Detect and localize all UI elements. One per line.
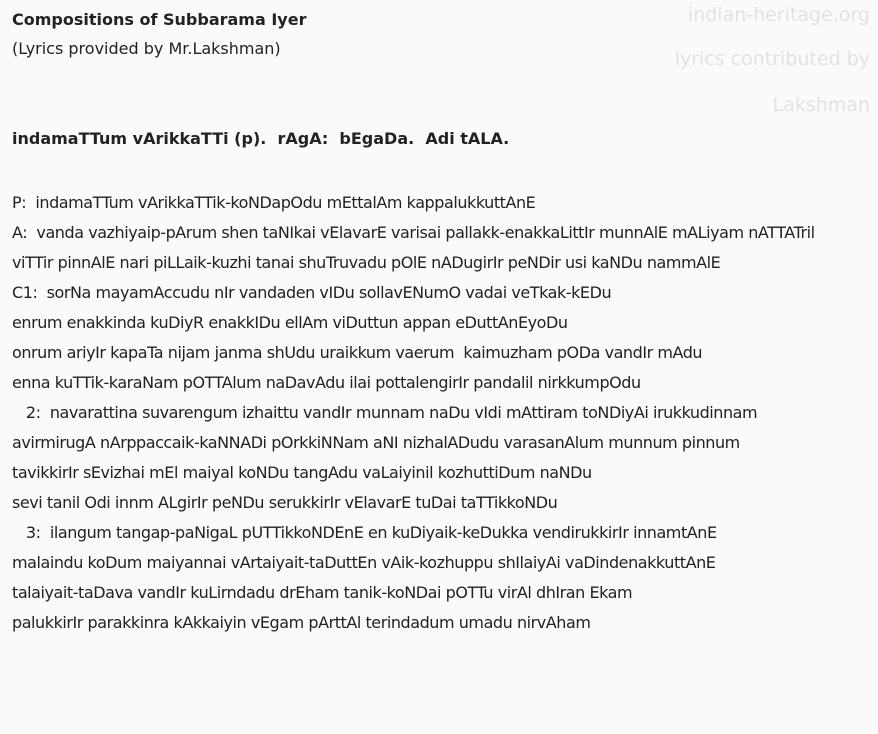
lyric-line: viTTir pinnAlE nari piLLaik-kuzhi tanai shuTruvadu pOlE nADugirIr peNDir usi kaNDu nammAlE [12, 253, 721, 272]
lyric-line: A: vanda vazhiyaip-pArum shen taNIkai vElavarE varisai pallakk-enakkaLittIr munnAlE mALiyam nATTATril [12, 223, 815, 242]
lyric-line: C1: sorNa mayamAccudu nIr vandaden vIDu sollavENumO vadai veTkak-kEDu [12, 283, 612, 302]
lyric-line: sevi tanil Odi innm ALgirIr peNDu serukkirIr vElavarE tuDai taTTikkoNDu [12, 493, 558, 512]
watermark-line: lyrics contributed by [674, 48, 870, 70]
watermark-line: Lakshman [772, 94, 870, 116]
lyrics-body [12, 188, 874, 638]
page-title: Compositions of Subbarama Iyer [12, 10, 307, 29]
lyric-line: talaiyait-taDava vandIr kuLirndadu drEham tanik-koNDai pOTTu virAl dhIran Ekam [12, 583, 633, 602]
lyric-line: palukkirIr parakkinra kAkkaiyin vEgam pArttAl terindadum umadu nirvAham [12, 613, 591, 632]
lyric-line: 3: ilangum tangap-paNigaL pUTTikkoNDEnE en kuDiyaik-keDukka vendirukkirIr innamtAnE [12, 523, 717, 542]
lyric-line: 2: navarattina suvarengum izhaittu vandIr munnam naDu vIdi mAttiram toNDiyAi irukkudinnam [12, 403, 758, 422]
page-subtitle: (Lyrics provided by Mr.Lakshman) [12, 39, 281, 58]
lyric-line: tavikkirIr sEvizhai mEl maiyal koNDu tangAdu vaLaiyinil kozhuttiDum naNDu [12, 463, 592, 482]
lyric-line: avirmirugA nArppaccaik-kaNNADi pOrkkiNNam aNI nizhalADudu varasanAlum munnum pinnum [12, 433, 740, 452]
lyric-line: malaindu koDum maiyannai vArtaiyait-taDuttEn vAik-kozhuppu shIlaiyAi vaDindenakkuttAnE [12, 553, 716, 572]
lyric-line: enna kuTTik-karaNam pOTTAlum naDavAdu ilai pottalengirIr pandalil nirkkumpOdu [12, 373, 641, 392]
watermark-line: indian-heritage.org [687, 4, 870, 26]
lyric-line: onrum ariyIr kapaTa nijam janma shUdu uraikkum vaerum kaimuzham pODa vandIr mAdu [12, 343, 703, 362]
lyric-line: P: indamaTTum vArikkaTTik-koNDapOdu mEttalAm kappalukkuttAnE [12, 193, 536, 212]
song-title: indamaTTum vArikkaTTi (p). rAgA: bEgaDa. Adi tALA. [12, 129, 510, 148]
lyric-line: enrum enakkinda kuDiyR enakkIDu ellAm viDuttun appan eDuttAnEyoDu [12, 313, 568, 332]
page-header [12, 10, 632, 59]
